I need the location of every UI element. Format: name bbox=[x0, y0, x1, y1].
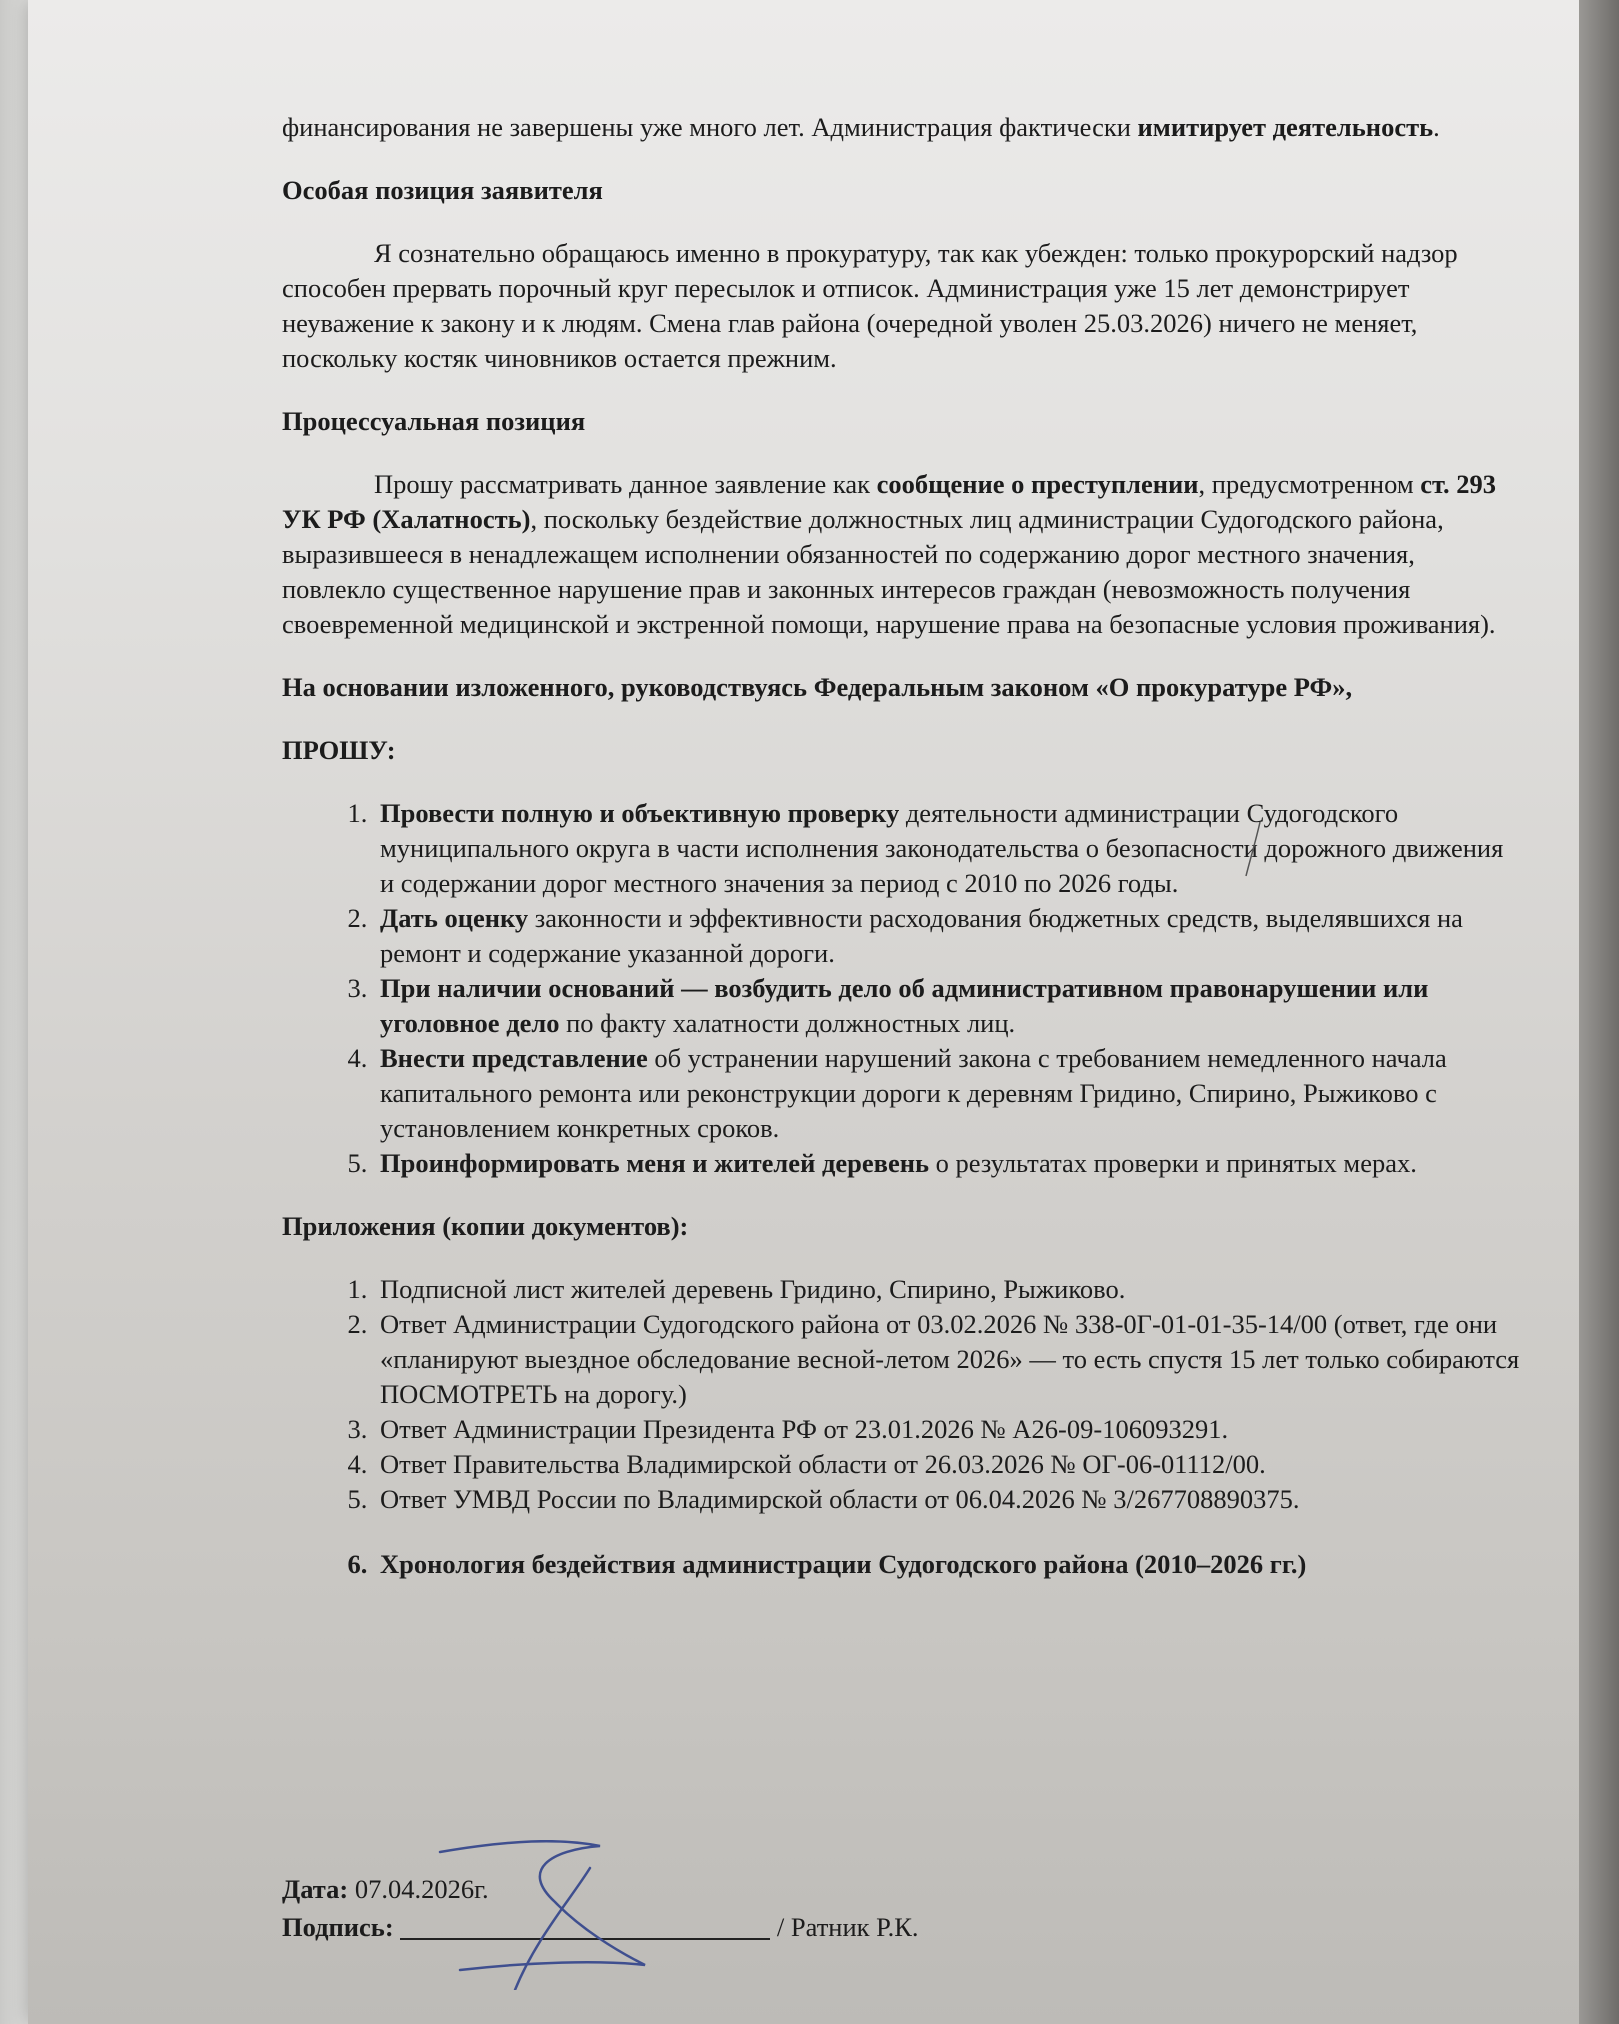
heading-applicant-position: Особая позиция заявителя bbox=[282, 175, 603, 205]
intro-text: финансирования не завершены уже много лет. Администрация фактически bbox=[282, 112, 1138, 142]
intro-end: . bbox=[1433, 112, 1440, 142]
request-item bbox=[374, 1041, 1522, 1146]
proc-text-2: , предусмотренном bbox=[1198, 469, 1421, 499]
request-heading: ПРОШУ: bbox=[282, 735, 396, 765]
attachment-item: 5. Ответ УМВД России по Владимирской области от 06.04.2026 № 3/267708890375. bbox=[374, 1482, 1522, 1517]
signature-line bbox=[282, 1908, 919, 1946]
request-bold: Внести представление bbox=[380, 1043, 648, 1073]
attachments-heading: Приложения (копии документов): bbox=[282, 1211, 689, 1241]
request-text: об устранении нарушений закона с требованием немедленного начала капитального ремонта или реконструкции дороги к деревням Гридино, Спирино, Рыжиково с установлением конкретных сроков. bbox=[380, 1043, 1447, 1143]
attachments-section bbox=[282, 1272, 1522, 1582]
intro-bold: имитирует деятельность bbox=[1137, 112, 1434, 142]
request-item bbox=[374, 1146, 1522, 1181]
request-text: по факту халатности должностных лиц. bbox=[559, 1008, 1016, 1038]
attachment-item: 4. Ответ Правительства Владимирской области от 26.03.2026 № ОГ-06-01112/00. bbox=[374, 1447, 1522, 1482]
request-text: о результатах проверки и принятых мерах. bbox=[928, 1148, 1417, 1178]
requests-list bbox=[282, 796, 1522, 1181]
proc-bold-2: ст. 293 УК РФ (Халатность) bbox=[282, 469, 1497, 534]
applicant-paragraph: Я сознательно обращаюсь именно в прокуратуру, так как убежден: только прокурорский надзор способен прервать порочный круг пересылок и отписок. Администрация уже 15 лет демонстрирует неуважение к закону и к людям. Смена глав района (очередной уволен 25.03.2026) ничего не меняет, поскольку костяк чиновников остается прежним. bbox=[282, 238, 1458, 373]
request-item bbox=[374, 796, 1522, 901]
request-item bbox=[374, 901, 1522, 971]
attachment-item: 1. Подписной лист жителей деревень Гридино, Спирино, Рыжиково. bbox=[374, 1272, 1522, 1307]
proc-text-3: , поскольку бездействие должностных лиц администрации Судогодского района, выразившееся в ненадлежащем исполнении обязанностей по содержанию дорог местного значения, повлекло существенное нарушение прав и законных интересов граждан (невозможность получения своевременной медицинской и экстренной помощи, нарушение права на безопасные условия проживания). bbox=[282, 504, 1496, 639]
proc-bold-1: сообщение о преступлении bbox=[876, 469, 1199, 499]
signature-underline bbox=[400, 1938, 770, 1940]
date-label: Дата: bbox=[282, 1874, 349, 1904]
document-body bbox=[282, 110, 1522, 1582]
request-bold: Проинформировать меня и жителей деревень bbox=[380, 1148, 929, 1178]
request-text: деятельности администрации Судогодского муниципального округа в части исполнения законодательства о безопасности дорожного движения и содержании дорог местного значения за период с 2010 по 2026 годы. bbox=[380, 798, 1504, 898]
request-bold: Провести полную и объективную проверку bbox=[380, 798, 900, 828]
date-line bbox=[282, 1870, 919, 1908]
date-value: 07.04.2026г. bbox=[348, 1874, 489, 1904]
attachments-list-extra bbox=[282, 1547, 1522, 1582]
request-text: законности и эффективности расходования бюджетных средств, выделявшихся на ремонт и содержание указанной дороги. bbox=[380, 903, 1463, 968]
proc-text-1: Прошу рассматривать данное заявление как bbox=[374, 469, 877, 499]
request-bold: Дать оценку bbox=[380, 903, 529, 933]
attachment-item-chronology: 6. Хронология бездействия администрации Судогодского района (2010–2026 гг.) bbox=[374, 1547, 1522, 1582]
intro-paragraph bbox=[282, 110, 1522, 145]
pen-stroke-icon bbox=[1238, 820, 1268, 880]
attachments-list bbox=[282, 1272, 1522, 1517]
procedural-paragraph bbox=[282, 467, 1522, 642]
signatory-name: / Ратник Р.К. bbox=[776, 1912, 919, 1942]
signature-label: Подпись: bbox=[282, 1912, 394, 1942]
heading-procedural-position: Процессуальная позиция bbox=[282, 406, 586, 436]
background-right bbox=[1579, 0, 1619, 2024]
signature-block bbox=[282, 1870, 919, 1946]
request-item bbox=[374, 971, 1522, 1041]
basis-statement: На основании изложенного, руководствуясь Федеральным законом «О прокуратуре РФ», bbox=[282, 672, 1353, 702]
spacer bbox=[282, 1517, 1522, 1547]
attachment-item: 3. Ответ Администрации Президента РФ от 23.01.2026 № А26-09-106093291. bbox=[374, 1412, 1522, 1447]
request-bold: При наличии оснований — возбудить дело об административном правонарушении или уголовное дело bbox=[380, 973, 1429, 1038]
attachment-item: 2. Ответ Администрации Судогодского района от 03.02.2026 № 338-0Г-01-01-35-14/00 (ответ, где они «планируют выездное обследование весной-летом 2026» — то есть спустя 15 лет только собираются ПОСМОТРЕТЬ на дорогу.) bbox=[374, 1307, 1522, 1412]
